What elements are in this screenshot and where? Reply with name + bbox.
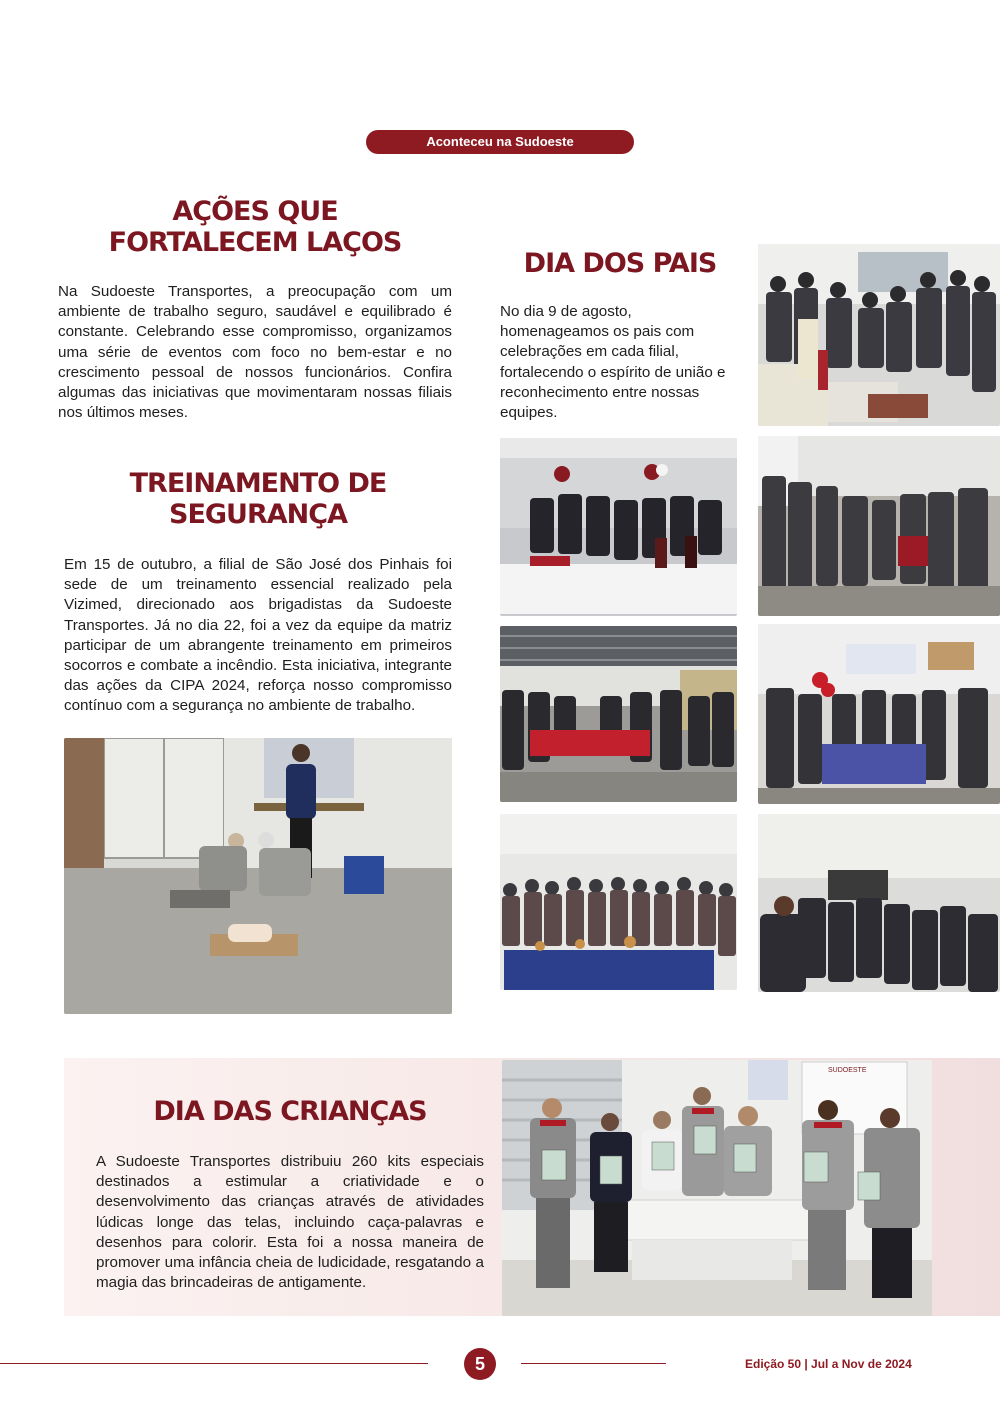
intro-text: Na Sudoeste Transportes, a preocupação com um ambiente de trabalho seguro, saudável e equilibrado é constante. Celebrando esse compromisso, organizamos uma série de eventos com foco no bem-estar e no crescimento pessoal de nossos funcionários. Confira algumas das iniciativas que movimentaram nossas filiais nos últimos meses.: [58, 283, 452, 422]
footer-line-left: [0, 1363, 428, 1364]
footer-line-right: [521, 1363, 666, 1364]
children-day-photo: [502, 1060, 932, 1316]
fathers-day-photo-6: [500, 814, 737, 990]
intro-title-line1: AÇÕES QUE: [172, 196, 338, 227]
training-title: [60, 468, 456, 530]
children-day-title: DIA DAS CRIANÇAS: [153, 1096, 427, 1127]
fathers-day-photo-7: [758, 814, 1000, 992]
training-title-line2: SEGURANÇA: [169, 499, 347, 531]
fathers-day-title: DIA DOS PAIS: [523, 248, 717, 279]
fathers-day-photo-1: [758, 244, 1000, 426]
board-text: SUDOESTE: [828, 1067, 867, 1074]
fathers-day-text: No dia 9 de agosto, homenageamos os pais com celebrações em cada filial, fortalecendo o espírito de união e reconhecimento entre nossas equipes.: [500, 303, 726, 422]
children-day-text: A Sudoeste Transportes distribuiu 260 kits especiais destinados a estimular a criatividade e o desenvolvimento das crianças através de atividades lúdicas longe das telas, incluindo caça-palavras e desenhos para colorir. Esta foi a nossa maneira de promover uma infância cheia de ludicidade, resgatando a magia das brincadeiras de antigamente.: [96, 1153, 484, 1292]
fathers-day-photo-2: [500, 438, 737, 616]
page-number: 5: [464, 1348, 496, 1380]
edition-info: Edição 50 | Jul a Nov de 2024: [745, 1357, 912, 1371]
section-banner: Aconteceu na Sudoeste: [366, 130, 634, 154]
training-title-line1: TREINAMENTO DE: [129, 468, 387, 499]
intro-title: [60, 196, 450, 258]
intro-title-line2: FORTALECEM LAÇOS: [108, 227, 402, 259]
fathers-day-photo-3: [758, 436, 1000, 616]
fathers-day-photo-5: [758, 624, 1000, 804]
fathers-day-photo-4: [500, 626, 737, 802]
training-text: Em 15 de outubro, a filial de São José dos Pinhais foi sede de um treinamento essencial realizado pela Vizimed, direcionado aos brigadistas da Sudoeste Transportes. Já no dia 22, foi a vez da equipe da matriz participar de um abrangente treinamento em primeiros socorros e combate a incêndio. Esta iniciativa, integrante das ações da CIPA 2024, reforça nosso compromisso contínuo com a segurança no ambiente de trabalho.: [64, 556, 452, 715]
training-photo: [64, 738, 452, 1014]
